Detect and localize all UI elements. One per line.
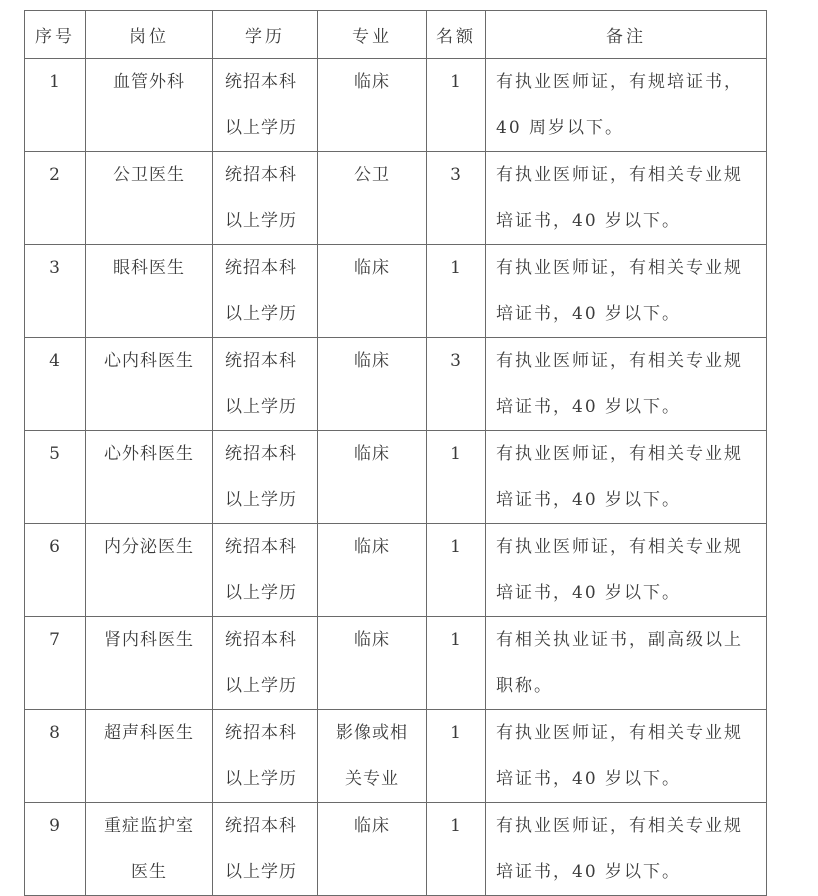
cell-position: 超声科医生 bbox=[104, 723, 194, 743]
cell-remark: 有执业医师证，有相关专业规 培证书，40 岁以下。 bbox=[496, 351, 743, 417]
cell-no: 1 bbox=[49, 72, 61, 92]
cell-education: 统招本科 以上学历 bbox=[225, 723, 297, 789]
cell-quota: 1 bbox=[450, 444, 462, 464]
cell-position: 重症监护室 医生 bbox=[104, 816, 194, 882]
table-row bbox=[25, 617, 767, 710]
cell-major: 公卫 bbox=[354, 165, 390, 185]
table-body bbox=[25, 59, 767, 896]
cell-remark: 有执业医师证，有相关专业规 培证书，40 岁以下。 bbox=[496, 723, 743, 789]
header-no: 序号 bbox=[25, 11, 86, 59]
header-education: 学历 bbox=[213, 11, 318, 59]
cell-no: 8 bbox=[49, 723, 61, 743]
cell-remark: 有执业医师证，有相关专业规 培证书，40 岁以下。 bbox=[496, 537, 743, 603]
cell-major: 临床 bbox=[354, 72, 390, 92]
cell-quota: 1 bbox=[450, 537, 462, 557]
cell-education: 统招本科 以上学历 bbox=[225, 444, 297, 510]
positions-table bbox=[24, 10, 767, 896]
cell-major: 影像或相 关专业 bbox=[336, 723, 408, 789]
table-row bbox=[25, 152, 767, 245]
cell-education: 统招本科 以上学历 bbox=[225, 258, 297, 324]
cell-quota: 1 bbox=[450, 723, 462, 743]
header-quota: 名额 bbox=[427, 11, 486, 59]
cell-remark: 有执业医师证，有相关专业规 培证书，40 岁以下。 bbox=[496, 444, 743, 510]
cell-no: 2 bbox=[49, 165, 61, 185]
cell-quota: 3 bbox=[450, 351, 462, 371]
cell-position: 心外科医生 bbox=[104, 444, 194, 464]
cell-remark: 有执业医师证，有相关专业规 培证书，40 岁以下。 bbox=[496, 165, 743, 231]
table-row bbox=[25, 245, 767, 338]
table-row bbox=[25, 338, 767, 431]
cell-position: 肾内科医生 bbox=[104, 630, 194, 650]
cell-quota: 1 bbox=[450, 816, 462, 836]
cell-quota: 3 bbox=[450, 165, 462, 185]
cell-major: 临床 bbox=[354, 816, 390, 836]
cell-no: 5 bbox=[49, 444, 61, 464]
header-position: 岗位 bbox=[86, 11, 213, 59]
cell-no: 6 bbox=[49, 537, 61, 557]
cell-education: 统招本科 以上学历 bbox=[225, 165, 297, 231]
cell-no: 7 bbox=[49, 630, 61, 650]
cell-position: 内分泌医生 bbox=[104, 537, 194, 557]
cell-no: 4 bbox=[49, 351, 61, 371]
cell-education: 统招本科 以上学历 bbox=[225, 816, 297, 882]
cell-position: 眼科医生 bbox=[113, 258, 185, 278]
table-row bbox=[25, 431, 767, 524]
cell-education: 统招本科 以上学历 bbox=[225, 72, 297, 138]
table-row bbox=[25, 524, 767, 617]
table-row bbox=[25, 710, 767, 803]
cell-position: 公卫医生 bbox=[113, 165, 185, 185]
table-row bbox=[25, 59, 767, 152]
cell-remark: 有执业医师证，有相关专业规 培证书，40 岁以下。 bbox=[496, 816, 743, 882]
cell-quota: 1 bbox=[450, 630, 462, 650]
cell-major: 临床 bbox=[354, 258, 390, 278]
header-remark: 备注 bbox=[486, 11, 767, 59]
cell-remark: 有相关执业证书，副高级以上 职称。 bbox=[496, 630, 743, 696]
cell-remark: 有执业医师证，有相关专业规 培证书，40 岁以下。 bbox=[496, 258, 743, 324]
cell-position: 心内科医生 bbox=[104, 351, 194, 371]
table-header-row bbox=[25, 11, 767, 59]
cell-quota: 1 bbox=[450, 72, 462, 92]
header-major: 专业 bbox=[318, 11, 427, 59]
cell-education: 统招本科 以上学历 bbox=[225, 537, 297, 603]
cell-major: 临床 bbox=[354, 351, 390, 371]
cell-education: 统招本科 以上学历 bbox=[225, 351, 297, 417]
cell-major: 临床 bbox=[354, 630, 390, 650]
cell-major: 临床 bbox=[354, 537, 390, 557]
cell-position: 血管外科 bbox=[113, 72, 185, 92]
cell-remark: 有执业医师证，有规培证书， 40 周岁以下。 bbox=[496, 72, 743, 138]
cell-no: 3 bbox=[49, 258, 61, 278]
cell-quota: 1 bbox=[450, 258, 462, 278]
cell-no: 9 bbox=[49, 816, 61, 836]
cell-education: 统招本科 以上学历 bbox=[225, 630, 297, 696]
cell-major: 临床 bbox=[354, 444, 390, 464]
table-row bbox=[25, 803, 767, 896]
